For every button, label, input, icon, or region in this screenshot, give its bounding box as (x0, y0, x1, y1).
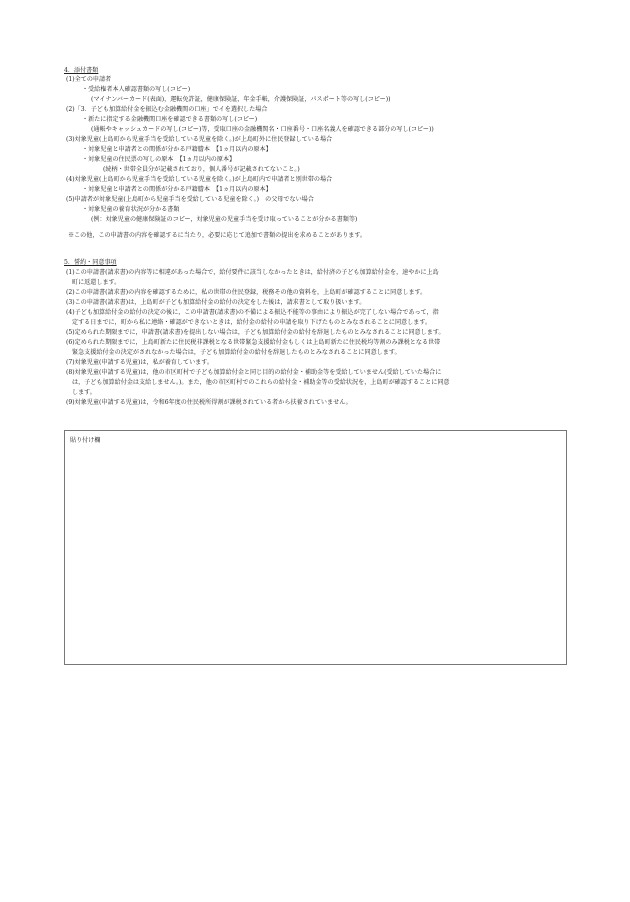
pledge-heading: 5．誓約・同意事項 (64, 259, 117, 266)
attachments-line: (続柄・世帯全員分が記載されており，個人番号が記載されてないこと。) (103, 166, 300, 173)
pledge-line: (2)この申請書(請求書)の内容を確認するために，私の世帯の住民登録，税務その他の資料を，上島町が確認することに同意します。 (66, 289, 427, 296)
attachments-line: ・対象児童と申請者との関係が分かる戸籍謄本 【1ヵ月以内の原本】 (82, 186, 272, 193)
pledge-line: (9)対象児童(申請する児童)は，令和6年度の住民税所得割が課税されている者から扶養されていません。 (66, 399, 352, 406)
attachments-line: (通帳やキャッシュカードの写し(コピー)等，受取口座の金融機関名・口座番号・口座名義人を確認できる部分の写し(コピー)) (91, 126, 434, 133)
pledge-line: (1)この申請書(請求書)の内容等に相違があった場合で，給付要件に該当しなかったときは，給付済の子ども加算給付金を，速やかに上島 (66, 269, 439, 276)
pledge-line: (3)この申請書(請求書)は，上島町が子ども加算給付金の給付の決定をした後は，請求書として取り扱います。 (66, 299, 366, 306)
attachments-line: ・対象児童の養育状況が分かる書類 (82, 206, 180, 213)
attachments-line: ・対象児童と申請者との関係が分かる戸籍謄本 【1ヵ月以内の原本】 (82, 146, 272, 153)
attachments-line: ・対象児童の住民票の写しの原本 【1ヵ月以内の原本】 (82, 156, 236, 163)
pledge-line: します。 (72, 389, 96, 396)
pledge-line: 町に返還します。 (72, 279, 121, 286)
pledge-line: は，子ども加算給付金は支給しません。)。また，他の市区町村でのこれらの給付金・補助金等の受給状況を，上島町が確認することに同意 (72, 379, 450, 386)
pledge-line: 定する日までに，町から私に連絡・確認ができないときは，給付金の給付の申請を取り下げたものとみなされることに同意します。 (72, 319, 432, 326)
pledge-line: (4)子ども加算給付金の給付の決定の後に，この申請書(請求書)の不備による振込不能等の事由により振込が完了しない場合であって，指 (66, 309, 439, 316)
attachments-note: ※この他，この申請書の内容を確認するに当たり，必要に応じて追加で書類の提出を求めることがあります。 (68, 232, 367, 239)
pledge-line: (5)定められた期限までに，申請書(請求書)を提出しない場合は，子ども加算給付金の給付を辞退したものとみなされることに同意します。 (66, 329, 445, 336)
attachments-line: (例：対象児童の健康保険証のコピー，対象児童の児童手当を受け取っていることが分かる書類等) (91, 216, 358, 223)
attachments-line: (4)対象児童(上島町から児童手当を受給している児童を除く。)が上島町内で申請者と別世帯の場合 (66, 176, 333, 183)
pledge-line: (7)対象児童(申請する児童)は，私が養育しています。 (66, 359, 213, 366)
paste-area (64, 430, 567, 665)
attachments-line: (3)対象児童(上島町から児童手当を受給している児童を除く。)が上島町外に住民登録している場合 (66, 136, 333, 143)
pledge-line: (8)対象児童(申請する児童)は，他の市区町村で子ども加算給付金と同じ目的の給付金・補助金等を受給していません(受給していた場合に (66, 369, 442, 376)
attachments-line: (マイナンバーカード(表面)，運転免許証，健康保険証，年金手帳，介護保険証，パスポート等の写し(コピー)) (91, 96, 391, 103)
attachments-line: ・新たに指定する金融機関口座を確認できる書類の写し(コピー) (82, 116, 258, 123)
attachments-line: (2)「3．子ども加算給付金を振込む金融機関の口座」でイを選択した場合 (66, 106, 268, 113)
pledge-line: 緊急支援給付金の決定がされなかった場合は，子ども加算給付金の給付を辞退したものとみなされることに同意します。 (72, 349, 401, 356)
attachments-line: (1)全ての申請者 (66, 76, 112, 83)
paste-area-label: 貼り付け欄 (70, 437, 101, 444)
pledge-line: (6)定められた期限までに，上島町新たに住民税非課税となる世帯緊急支援給付金もしくは上島町新たに住民税均等割のみ課税となる世帯 (66, 339, 441, 346)
attachments-heading: 4．添付書類 (64, 67, 99, 74)
attachments-line: (5)申請者が対象児童(上島町から児童手当を受給している児童を除く。) の父母でない場合 (66, 196, 314, 203)
attachments-line: ・受給権者本人確認書類の写し(コピー) (82, 86, 191, 93)
